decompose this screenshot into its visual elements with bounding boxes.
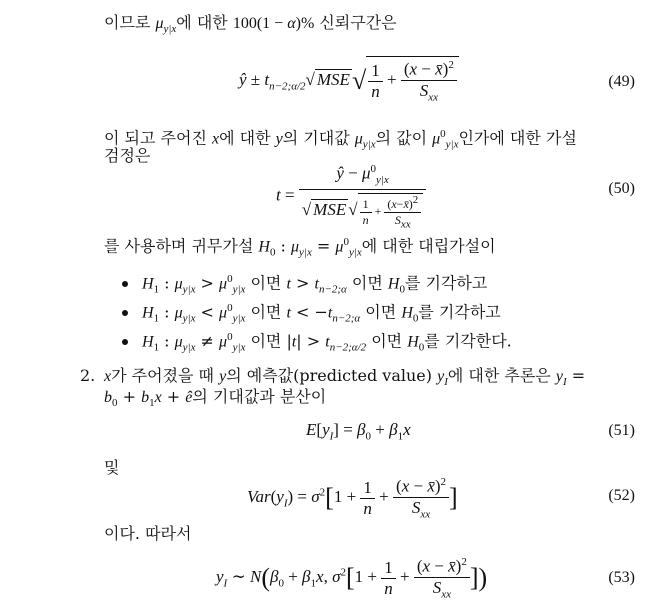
bullet-dot	[122, 310, 128, 316]
bullet-alternative-greater: $H_1$ : $\mu_{y|x} > \mu^0_{y|x}$ 이면 $t > t_{n-2;\alpha}$ 이면 $H_0$를 기각하고	[122, 269, 487, 300]
paragraph-null-hypothesis: 를 사용하며 귀무가설 $H_0$ : $\mu_{y|x} = \mu^0_{y|x}$에 대한 대립가설이	[104, 236, 496, 259]
bullet-dot	[122, 281, 128, 287]
equation-52: $Var(y_I) = \sigma^2[1$ + $\frac{1}{n}$ + $\frac{(x - x̄)^2}{S_{xx}}$ ]	[247, 476, 458, 521]
equation-number-49: (49)	[608, 73, 635, 90]
equation-number-51: (51)	[608, 422, 635, 439]
paragraph-and: 및	[104, 458, 120, 477]
equation-number-50: (50)	[608, 180, 635, 197]
paragraph-therefore: 이다. 따라서	[104, 524, 192, 543]
equation-49: ŷ ± $t_{n-2;\alpha/2}√$ MSE√ $\frac{1}{n}$ + $\frac{(x - x̄)^2}{S_{xx}}$	[239, 56, 459, 103]
bullet-alternative-less: $H_1$ : $\mu_{y|x} < \mu^0_{y|x}$ 이면 $t < -t_{n-2;\alpha}$ 이면 $H_0$를 기각하고	[122, 298, 501, 329]
paragraph-hypothesis-test-intro: 이 되고 주어진 x에 대한 y의 기대값 $\mu_{y|x}$의 값이 $\mu^0_{y|x}$인가에 대한 가설	[104, 128, 577, 151]
bullet-dot	[122, 339, 128, 345]
paragraph-hypothesis-test-intro-cont: 검정은	[104, 146, 151, 165]
equation-number-52: (52)	[608, 487, 635, 504]
bullet-alternative-two-sided: $H_1$ : $\mu_{y|x} \ne \mu^0_{y|x}$ 이면 $|t| > t_{n-2;\alpha/2}$ 이면 $H_0$를 기각한다.	[122, 327, 512, 358]
equation-number-53: (53)	[608, 569, 635, 586]
equation-50: t = ŷ − $\mu^0_{y|x}$ √ MSE √ $\frac{1}{n}$ + $\frac{(x-x̄)^2}{S_{xx}}$	[276, 163, 426, 230]
paragraph-confidence-interval-intro: 이므로 $\mu_{y|x}$에 대한 100(1 − α)% 신뢰구간은	[104, 13, 397, 36]
paragraph-prediction-intro-cont: $b_0 + b_1x$ + ê의 기대값과 분산이	[104, 387, 327, 410]
list-item-number: 2.	[80, 366, 96, 385]
paragraph-prediction-intro: x가 주어졌을 때 y의 예측값(predicted value) $y_I$에 대한 추론은 $y_I$ =	[104, 366, 586, 389]
equation-51: $E[y_I] = \beta_0 + \beta_1x$	[306, 420, 411, 443]
equation-53: $y_I$ ∼ $N(\beta_0 + \beta_1x$, $\sigma^2[1$ + $\frac{1}{n}$ + $\frac{(x - x̄)^2}{S_{xx}}$ ])	[216, 556, 488, 601]
